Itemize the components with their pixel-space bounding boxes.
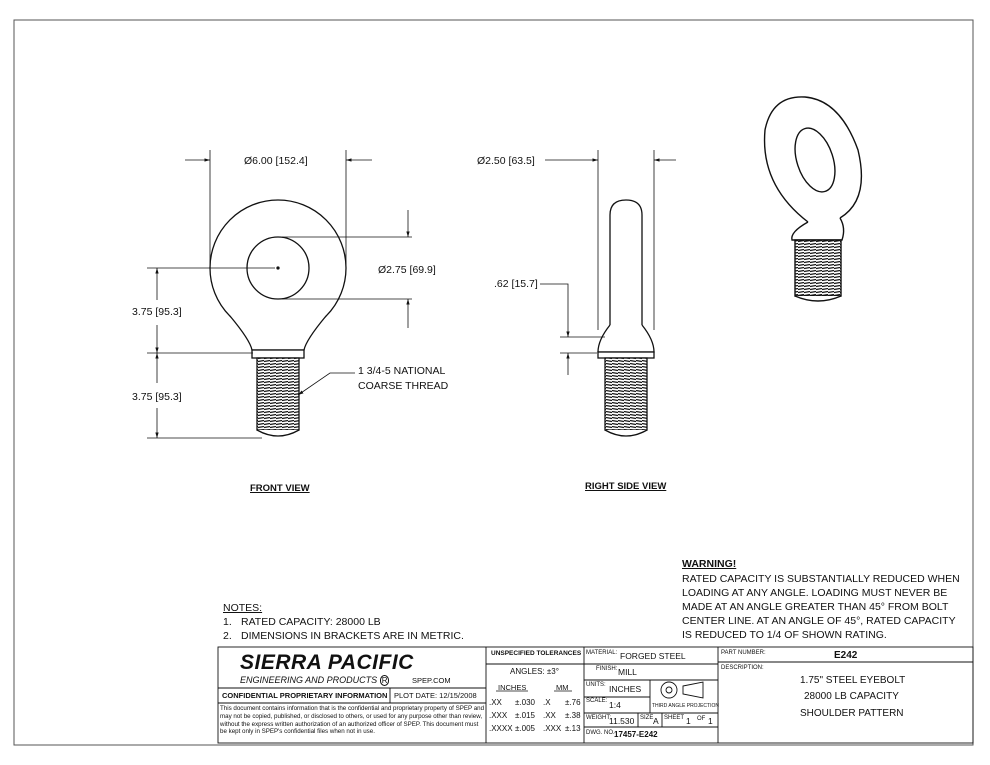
dwg-value: 17457-E242 (614, 730, 658, 739)
part-label: PART NUMBER: (721, 650, 766, 656)
dim-eye-od-in: 6.00 (252, 155, 273, 167)
notes (223, 601, 464, 643)
tol-in-val: ±.030 (515, 698, 535, 707)
notes-title: NOTES: (223, 602, 263, 614)
sheet-label: SHEET (664, 715, 685, 721)
confidential-label: CONFIDENTIAL PROPRIETARY INFORMATION (222, 691, 388, 700)
dia-symbol: Ø (378, 264, 387, 276)
side-view (598, 200, 654, 436)
tol-in-val: ±.015 (515, 711, 535, 720)
desc-line: 1.75" STEEL EYEBOLT (800, 675, 906, 686)
dim-eye-od: Ø6.00 [152.4] (244, 155, 308, 167)
weight-label: WEIGHT: (586, 715, 611, 721)
dim-eye-id: Ø2.75 [69.9] (378, 264, 436, 276)
tol-row (489, 725, 581, 733)
iso-view (765, 97, 862, 301)
dim-shoulder-in: .62 (494, 278, 509, 290)
thread-note-line: COARSE THREAD (358, 380, 449, 392)
dwg-label: DWG. NO. (586, 730, 615, 736)
tol-row (489, 699, 581, 707)
desc-line: 28000 LB CAPACITY (804, 691, 899, 702)
dim-upper-mm: 95.3 (158, 306, 179, 318)
tol-in-fmt: .XXXX (489, 724, 513, 733)
plot-date: PLOT DATE: 12/15/2008 (394, 691, 477, 700)
scale-label: SCALE: (586, 698, 608, 704)
registered-icon: R (381, 676, 388, 685)
dia-symbol: Ø (244, 155, 253, 167)
projection-label: THIRD ANGLE PROJECTION (652, 703, 719, 709)
mm-header: MM (556, 683, 569, 692)
dim-upper-in: 3.75 (132, 306, 153, 318)
material-label: MATERIAL: (586, 650, 618, 656)
tol-mm-val: ±.13 (565, 724, 581, 733)
warning-title: WARNING! (682, 558, 737, 570)
front-view-label: FRONT VIEW (250, 483, 310, 494)
tol-row (489, 712, 581, 720)
dim-upper-length: 3.75 [95.3] (132, 306, 182, 318)
front-view (210, 200, 346, 436)
dim-shoulder-mm: 15.7 (514, 278, 535, 290)
website: SPEP.COM (412, 676, 451, 685)
note-item (223, 629, 464, 643)
finish-value: MILL (618, 667, 637, 677)
dim-eye-id-mm: 69.9 (412, 264, 433, 276)
thread-note-line: 1 3/4-5 NATIONAL (358, 365, 446, 377)
warning-line: LOADING AT ANY ANGLE. LOADING MUST NEVER BE (682, 587, 948, 599)
note-num: 2. (223, 630, 232, 642)
tol-mm-fmt: .X (543, 698, 551, 707)
tolerances-label: UNSPECIFIED TOLERANCES (491, 650, 582, 657)
dia-symbol: Ø (477, 155, 486, 167)
weight-value: 11.530 (609, 716, 635, 726)
tol-in-val: ±.005 (515, 724, 535, 733)
confidential-text: This document contains information that is the confidential and proprietary property of SPEP and may not be copied, published, or disclosed to others, or used for any purpose other than review, without the express written authorization of an authorized officer of SPEP. This document must be kept only in SPEP's confidential files when not in use. (220, 705, 485, 736)
sheet-value: 1 (686, 716, 691, 726)
note-text: DIMENSIONS IN BRACKETS ARE IN METRIC. (241, 630, 464, 642)
dim-side-width-in: 2.50 (485, 155, 506, 167)
warning-line: CENTER LINE. AT AN ANGLE OF 45°, RATED CAPACITY (682, 615, 956, 627)
warning-line: RATED CAPACITY IS SUBSTANTIALLY REDUCED WHEN (682, 573, 960, 585)
dim-eye-od-mm: 152.4 (278, 155, 305, 167)
material-value: FORGED STEEL (620, 651, 686, 661)
desc-label: DESCRIPTION: (721, 665, 764, 671)
size-value: A (653, 716, 659, 726)
of-label: OF (697, 716, 706, 722)
note-text: RATED CAPACITY: 28000 LB (241, 616, 381, 628)
company-sub-text: ENGINEERING AND PRODUCTS (240, 675, 378, 685)
note-num: 1. (223, 616, 232, 628)
tol-mm-val: ±.38 (565, 711, 581, 720)
dim-lower-mm: 95.3 (158, 391, 179, 403)
warning-body (682, 572, 982, 642)
scale-value: 1:4 (609, 700, 621, 710)
tol-in-fmt: .XX (489, 698, 502, 707)
part-value: E242 (834, 650, 858, 661)
dim-shoulder: .62 [15.7] (494, 278, 538, 290)
units-label: UNITS: (586, 682, 606, 688)
company-logo: SIERRA PACIFIC (240, 651, 414, 674)
dim-lower-in: 3.75 (132, 391, 153, 403)
dim-side-width-mm: 63.5 (511, 155, 532, 167)
side-view-label: RIGHT SIDE VIEW (585, 481, 667, 492)
units-value: INCHES (609, 684, 642, 694)
dim-eye-id-in: 2.75 (386, 264, 407, 276)
tol-mm-val: ±.76 (565, 698, 581, 707)
warning-line: MADE AT AN ANGLE GREATER THAN 45° FROM BOLT (682, 601, 949, 613)
dim-lower-length: 3.75 [95.3] (132, 391, 182, 403)
tol-mm-fmt: .XX (543, 711, 556, 720)
note-item (223, 615, 464, 629)
inches-header: INCHES (498, 683, 527, 692)
finish-label: FINISH: (596, 666, 618, 672)
angles: ANGLES: ±3° (510, 667, 559, 676)
warning-line: IS REDUCED TO 1/4 OF SHOWN RATING. (682, 629, 887, 641)
of-value: 1 (708, 716, 713, 726)
tol-in-fmt: .XXX (489, 711, 508, 720)
company-sub (240, 675, 389, 685)
desc-line: SHOULDER PATTERN (800, 708, 904, 719)
tol-mm-fmt: .XXX (543, 724, 562, 733)
size-label: SIZE (640, 715, 654, 721)
dim-side-width: Ø2.50 [63.5] (477, 155, 535, 167)
thread-note (358, 364, 448, 394)
